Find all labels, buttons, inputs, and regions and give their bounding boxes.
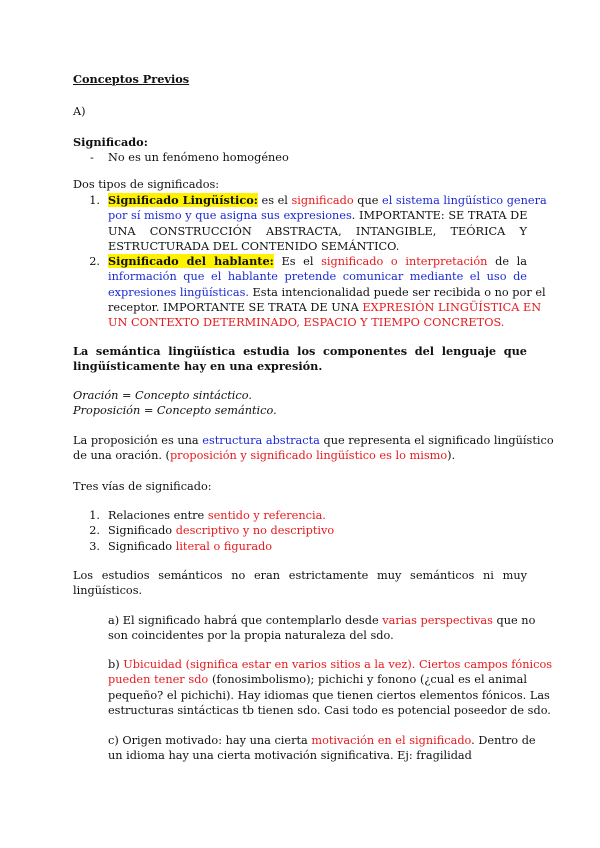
item1-text: Significado Lingüístico: es el significado que el sistema lingüístico genera por sí mismo y que asigna sus expresiones. IMPORTANTE: SE TRATA DE UNA CONSTRUCCIÓN ABSTRACTA, INTANGIBLE, TEÓRICA Y ESTRUCTURADA DEL CONTENIDO SEMÁNTICO.	[108, 193, 547, 253]
significado-title: Significado:	[73, 135, 148, 149]
via1-text: Relaciones entre sentido y referencia.	[108, 509, 326, 522]
estudios-paragraph: Los estudios semánticos no eran estrictamente muy semánticos ni muy lingüísticos.	[73, 569, 527, 598]
tres-vias-intro: Tres vías de significado:	[73, 480, 212, 493]
oracion-line: Oración = Concepto sintáctico.	[73, 389, 252, 402]
item1-label: Significado Lingüístico:	[108, 193, 258, 207]
bullet-text: No es un fenómeno homogéneo	[108, 151, 289, 164]
proposicion-paragraph: La proposición es una estructura abstracta que representa el significado lingüístico de una oración. (proposición y significado lingüístico es lo mismo).	[73, 434, 554, 463]
point-b: b) Ubicuidad (significa estar en varios sitios a la vez). Ciertos campos fónicos pueden tener sdo (fonosimbolismo); pichichi y fonono (¿cual es el animal pequeño? el pichichi). Hay idiomas que tienen ciertos elementos fónicos. Las estructuras sintácticas tb tienen sdo. Casi todo es potencial poseedor de sdo.	[108, 658, 553, 717]
item2-number: 2.	[89, 255, 100, 268]
via2-number: 2.	[89, 524, 100, 537]
via3-text: Significado literal o figurado	[108, 540, 273, 553]
point-c: c) Origen motivado: hay una cierta motivación en el significado. Dentro de un idioma hay una cierta motivación significativa. Ej: fragilidad	[108, 734, 536, 763]
item2-label: Significado del hablante:	[108, 254, 274, 268]
item1-number: 1.	[89, 194, 100, 207]
item2-text: Significado del hablante: Es el significado o interpretación de la información que el hablante pretende comunicar mediante el uso de expresiones lingüísticas. Esta intencionalidad puede ser recibida o no por el receptor. IMPORTANTE SE TRATA DE UNA EXPRESIÓN LINGÜÍSTICA EN UN CONTEXTO DETERMINADO, ESPACIO Y TIEMPO CONCRETOS.	[108, 254, 546, 330]
heading: Conceptos Previos	[73, 72, 190, 86]
semantica-paragraph: La semántica lingüística estudia los componentes del lenguaje que lingüísticamente hay en una expresión.	[73, 344, 527, 374]
via2-text: Significado descriptivo y no descriptivo	[108, 524, 335, 537]
bullet-marker: -	[90, 151, 94, 164]
proposicion-line: Proposición = Concepto semántico.	[73, 404, 277, 417]
dos-tipos-intro: Dos tipos de significados:	[73, 178, 220, 191]
section-a-label: A)	[73, 105, 86, 118]
via1-number: 1.	[89, 509, 100, 522]
via3-number: 3.	[89, 540, 100, 553]
point-a: a) El significado habrá que contemplarlo desde varias perspectivas que no son coincidentes por la propia naturaleza del sdo.	[108, 614, 536, 643]
